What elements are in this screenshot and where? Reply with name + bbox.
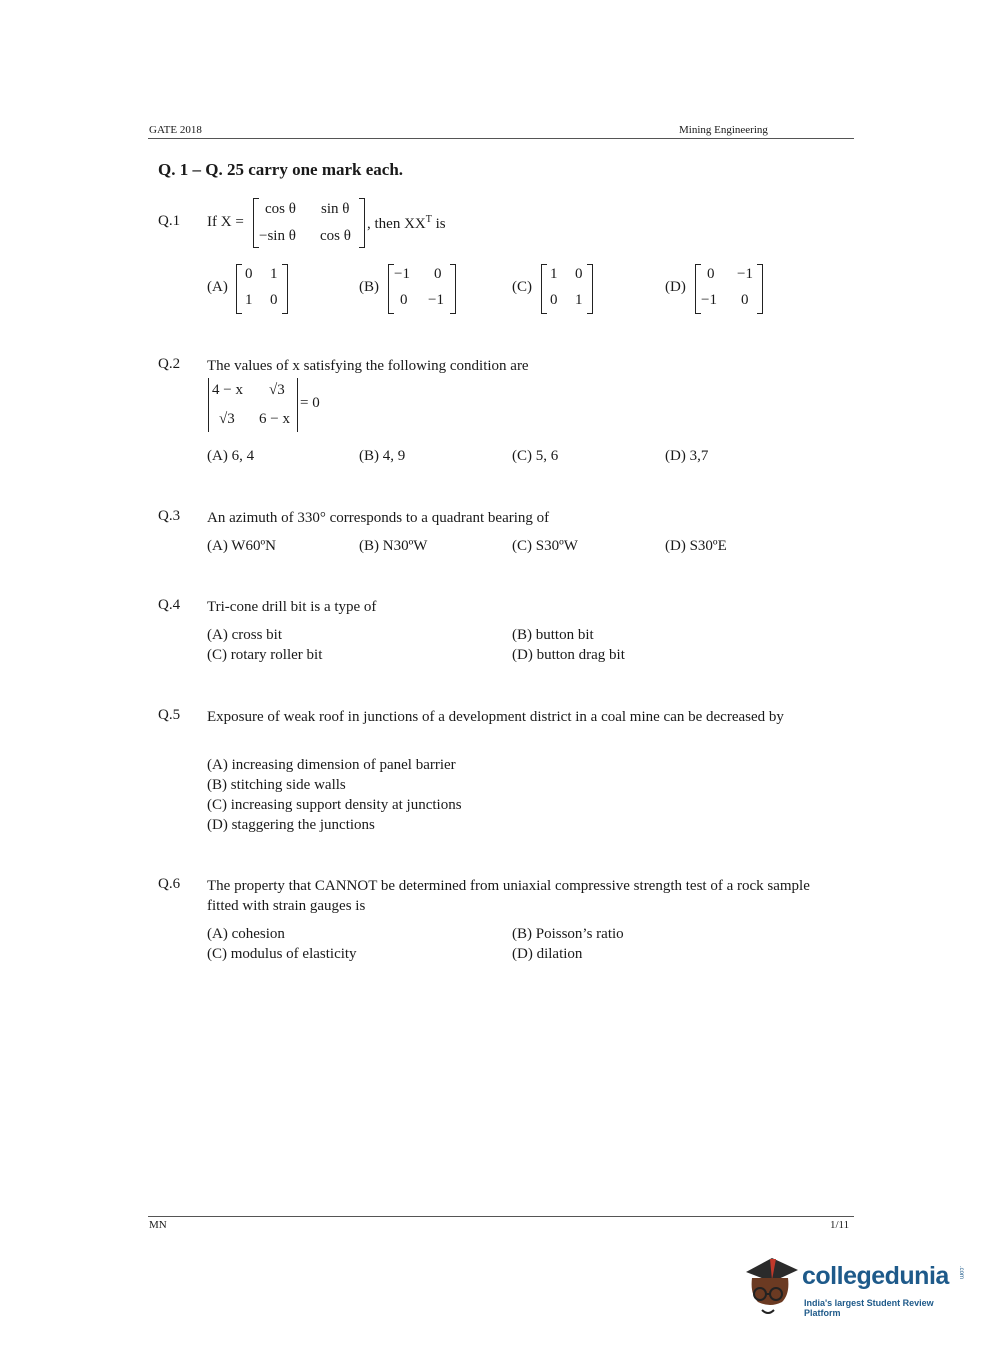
q5-option-c: (C) increasing support density at junctions	[207, 797, 462, 813]
collegedunia-logo[interactable]	[742, 1250, 972, 1320]
q5-stem: Exposure of weak roof in junctions of a development district in a coal mine can be decreased by	[207, 709, 784, 725]
q6-option-a: (A) cohesion	[207, 926, 285, 942]
q3-option-b: (B) N30ºW	[359, 538, 428, 554]
q2-stem: The values of x satisfying the following condition are	[207, 358, 529, 374]
q1-option-a-label: (A)	[207, 279, 228, 295]
q3-option-c: (C) S30ºW	[512, 538, 578, 554]
q5-option-d: (D) staggering the junctions	[207, 817, 375, 833]
q4-option-c: (C) rotary roller bit	[207, 647, 323, 663]
q3-option-a: (A) W60ºN	[207, 538, 276, 554]
q6-option-b: (B) Poisson’s ratio	[512, 926, 624, 942]
q3-option-d: (D) S30ºE	[665, 538, 727, 554]
q4-option-b: (B) button bit	[512, 627, 594, 643]
q6-option-c: (C) modulus of elasticity	[207, 946, 357, 962]
q3-stem: An azimuth of 330° corresponds to a quadrant bearing of	[207, 510, 550, 526]
q1-number: Q.1	[158, 213, 181, 229]
q1-option-c-label: (C)	[512, 279, 532, 295]
q5-option-a: (A) increasing dimension of panel barrier	[207, 757, 456, 773]
footer-rule	[148, 1216, 854, 1217]
q2-option-a: (A) 6, 4	[207, 448, 255, 464]
logo-domain-suffix: .com	[958, 1266, 964, 1280]
footer-paper-code: MN	[149, 1219, 167, 1231]
q4-option-d: (D) button drag bit	[512, 647, 625, 663]
section-title: Q. 1 – Q. 25 carry one mark each.	[158, 160, 404, 179]
q6-number: Q.6	[158, 876, 181, 892]
graduate-mascot-icon	[742, 1250, 800, 1318]
q1-matrix-x: cos θ sin θ −sin θ cos θ	[253, 198, 365, 248]
q4-stem: Tri-cone drill bit is a type of	[207, 599, 377, 615]
q2-determinant: 4 − x √3 √3 6 − x	[208, 378, 298, 432]
q2-number: Q.2	[158, 356, 181, 372]
q6-option-d: (D) dilation	[512, 946, 583, 962]
q2-option-b: (B) 4, 9	[359, 448, 406, 464]
q5-option-b: (B) stitching side walls	[207, 777, 346, 793]
q1-option-b-matrix: −1 0 0 −1	[388, 264, 456, 314]
q5-number: Q.5	[158, 707, 181, 723]
logo-wordmark: collegedunia	[802, 1262, 949, 1290]
q1-option-a-matrix: 0 1 1 0	[236, 264, 288, 314]
logo-tagline: India's largest Student Review Platform	[804, 1298, 934, 1318]
q1-stem-prefix: If X =	[207, 214, 244, 230]
q3-number: Q.3	[158, 508, 181, 524]
q2-option-c: (C) 5, 6	[512, 448, 559, 464]
header-subject: Mining Engineering	[679, 124, 768, 136]
q1-option-d-label: (D)	[665, 279, 686, 295]
q1-option-c-matrix: 1 0 0 1	[541, 264, 593, 314]
header-rule	[148, 138, 854, 139]
q4-option-a: (A) cross bit	[207, 627, 282, 643]
q1-option-d-matrix: 0 −1 −1 0	[695, 264, 763, 314]
q2-determinant-rhs: = 0	[300, 395, 320, 411]
q4-number: Q.4	[158, 597, 181, 613]
q1-stem-suffix: , then $XX^T$ is	[367, 214, 446, 232]
q2-option-d: (D) 3,7	[665, 448, 709, 464]
footer-page-number: 1/11	[830, 1219, 850, 1231]
header-exam-name: GATE 2018	[149, 124, 202, 136]
q6-stem: The property that CANNOT be determined from uniaxial compressive strength test of a rock sample fitted with strain gauges is	[207, 878, 810, 914]
q1-option-b-label: (B)	[359, 279, 379, 295]
